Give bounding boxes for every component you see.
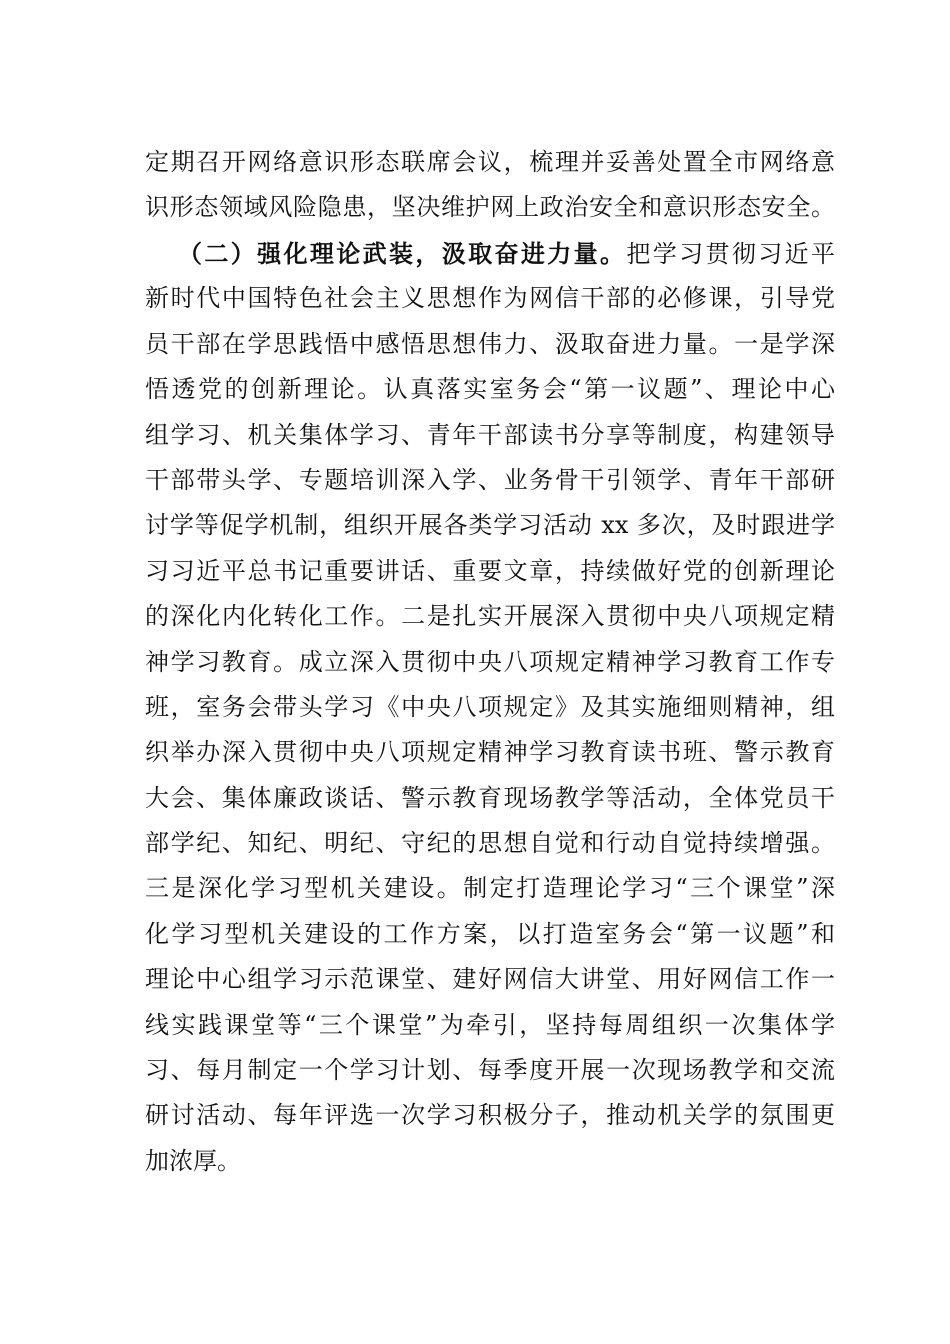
text-line: 织举办深入贯彻中央八项规定精神学习教育读书班、警示教育: [145, 738, 835, 767]
section-first-line: [145, 231, 835, 276]
text-line: 大会、集体廉政谈话、警示教育现场教学等活动，全体党员干: [145, 783, 835, 812]
paragraph-section-two: [145, 231, 835, 1184]
text-line: 定期召开网络意识形态联席会议，梳理并妥善处置全市网络意: [145, 148, 835, 176]
text-line: 神学习教育。成立深入贯彻中央八项规定精神学习教育工作专: [145, 647, 835, 676]
text-line: 化学习型机关建设的工作方案，以打造室务会“第一议题”和: [145, 919, 835, 948]
text-line: 研讨活动、每年评选一次学习积极分子，推动机关学的氛围更: [145, 1101, 835, 1130]
text-line: 线实践课堂等“三个课堂”为牵引，坚持每周组织一次集体学: [145, 1010, 835, 1039]
text-line: 干部带头学、专题培训深入学、业务骨干引领学、青年干部研: [145, 465, 835, 494]
text-line: 识形态领域风险隐患，坚决维护网上政治安全和意识形态安全。: [145, 193, 835, 222]
text-line: 讨学等促学机制，组织开展各类学习活动 xx 多次，及时跟进学: [145, 511, 835, 540]
text-line: 班，室务会带头学习《中央八项规定》及其实施细则精神，组: [145, 692, 835, 721]
text-line: 习、每月制定一个学习计划、每季度开展一次现场教学和交流: [145, 1056, 835, 1085]
text-line: 三是深化学习型机关建设。制定打造理论学习“三个课堂”深: [145, 874, 835, 903]
text-line: 部学纪、知纪、明纪、守纪的思想自觉和行动自觉持续增强。: [145, 829, 835, 858]
section-heading: （二）强化理论武装，汲取奋进力量。: [178, 239, 627, 268]
text-line: 的深化内化转化工作。二是扎实开展深入贯彻中央八项规定精: [145, 602, 835, 631]
text-line: 新时代中国特色社会主义思想作为网信干部的必修课，引导党: [145, 284, 835, 313]
text-line-last: 加浓厚。: [145, 1146, 241, 1175]
paragraph-continued: [145, 140, 835, 231]
text-line: 员干部在学思践悟中感悟思想伟力、汲取奋进力量。一是学深: [145, 329, 835, 358]
text-line: 组学习、机关集体学习、青年干部读书分享等制度，构建领导: [145, 420, 835, 449]
section-first-line-text: 把学习贯彻习近平: [626, 240, 835, 268]
text-line: 习习近平总书记重要讲话、重要文章，持续做好党的创新理论: [145, 556, 835, 585]
text-line: 悟透党的创新理论。认真落实室务会“第一议题”、理论中心: [145, 375, 835, 404]
text-line: 理论中心组学习示范课堂、建好网信大讲堂、用好网信工作一: [145, 965, 835, 994]
